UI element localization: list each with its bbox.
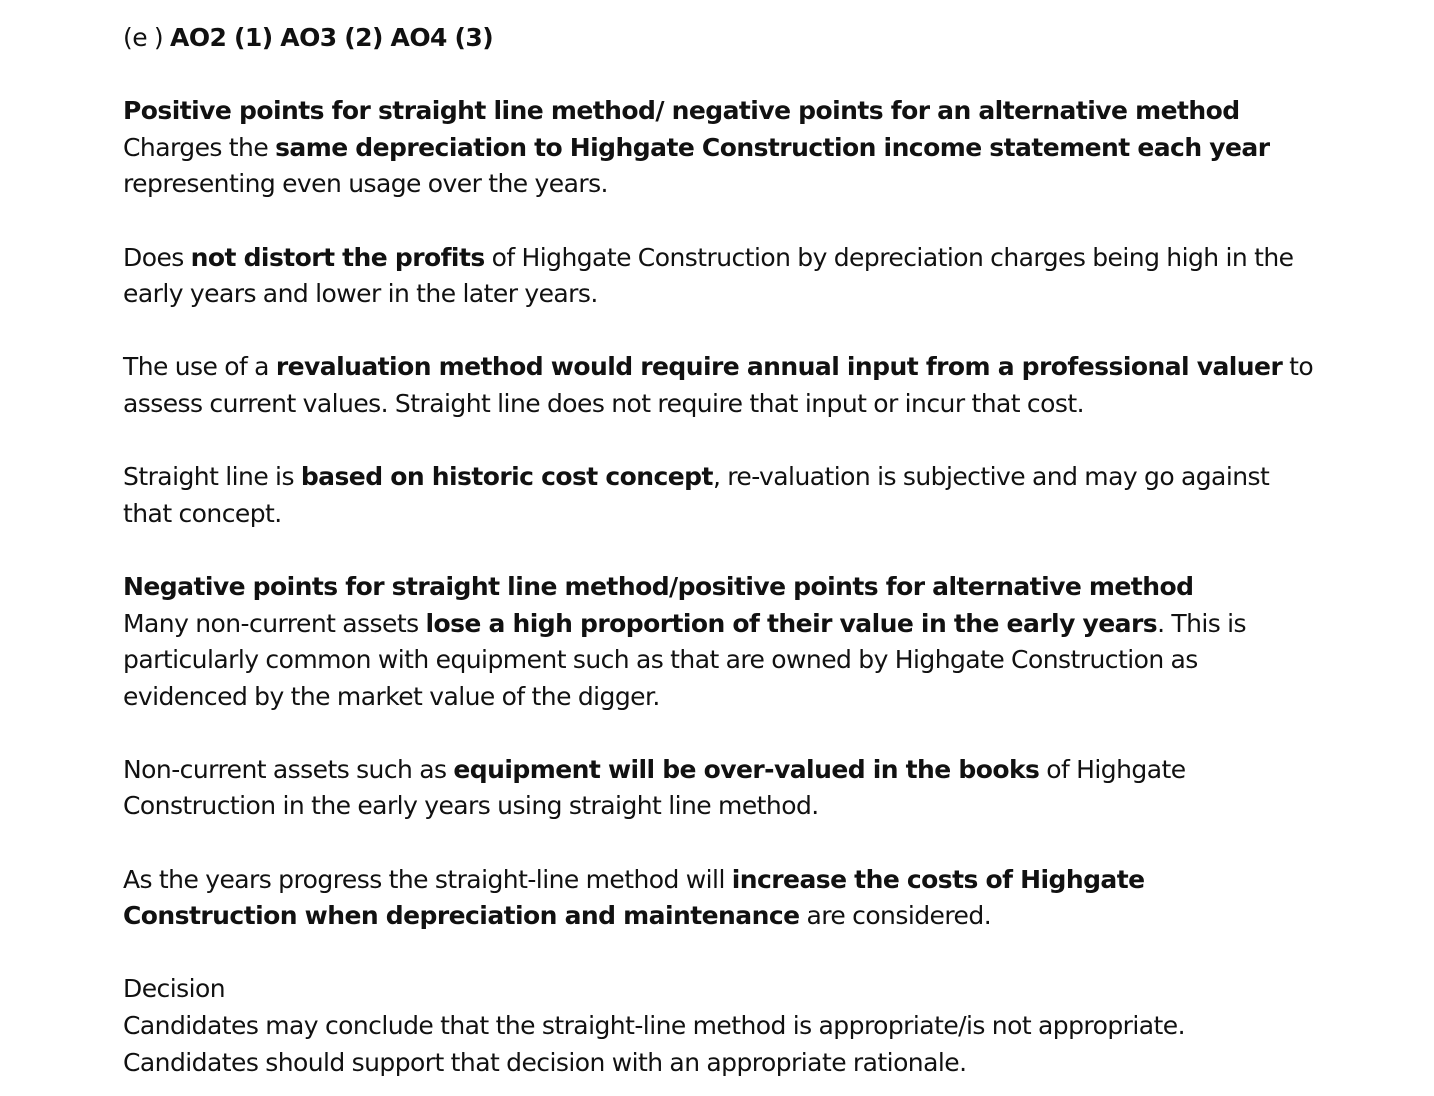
text-segment: of Highgate Construction by depreciation charges being high in the early years and lower in the later years.	[123, 242, 1294, 309]
decision-heading: Decision	[123, 974, 226, 1004]
text-segment: are considered.	[799, 901, 992, 931]
decision-section	[123, 971, 1323, 1081]
text-segment: Straight line is	[123, 462, 301, 492]
negative-point-costs	[123, 862, 1323, 935]
text-segment: to assess current values. Straight line does not require that input or incur that cost.	[123, 352, 1314, 418]
text-segment: . This is particularly common with equipment such as that are owned by Highgate Construction as evidenced by the market value of the digger.	[123, 608, 1247, 711]
text-segment: , re-valuation is subjective and may go against that concept.	[123, 462, 1270, 528]
key-phrase: same depreciation to Highgate Construction income statement each year	[275, 132, 1270, 162]
positive-point-profits	[123, 240, 1323, 313]
negative-point-overvalued	[123, 752, 1323, 825]
key-phrase: lose a high proportion of their value in the early years	[425, 608, 1158, 638]
key-phrase: not distort the profits	[190, 242, 485, 272]
text-segment: of Highgate Construction in the early years using straight line method.	[123, 754, 1186, 821]
text-segment: Many non-current assets	[123, 608, 426, 638]
decision-line-2: Candidates should support that decision with an appropriate rationale.	[123, 1047, 967, 1077]
text-segment: Charges the	[123, 132, 276, 162]
text-segment: The use of a	[123, 352, 276, 382]
negative-heading: Negative points for straight line method/positive points for alternative method	[123, 571, 1194, 601]
text-segment: Non-current assets such as	[123, 754, 454, 784]
text-segment: Does	[123, 242, 191, 272]
key-phrase: increase the costs of Highgate Construction when depreciation and maintenance	[123, 864, 1145, 931]
text-segment: As the years progress the straight-line method will	[123, 864, 732, 894]
question-label: (e )	[123, 23, 171, 52]
positive-point-revaluation	[123, 349, 1323, 422]
key-phrase: based on historic cost concept	[300, 462, 713, 492]
negative-section-p1	[123, 569, 1323, 715]
text-segment: representing even usage over the years.	[123, 169, 608, 199]
question-header	[123, 20, 1323, 57]
key-phrase: revaluation method would require annual input from a professional valuer	[275, 352, 1283, 382]
key-phrase: equipment will be over-valued in the books	[453, 754, 1040, 784]
positive-point-historic-cost	[123, 459, 1323, 532]
assessment-objectives: AO2 (1) AO3 (2) AO4 (3)	[170, 23, 494, 52]
mark-scheme-page	[123, 20, 1323, 1081]
positive-heading: Positive points for straight line method/ negative points for an alternative method	[123, 96, 1240, 126]
decision-line-1: Candidates may conclude that the straight-line method is appropriate/is not appropriate.	[123, 1011, 1186, 1041]
positive-section-p1	[123, 93, 1323, 203]
